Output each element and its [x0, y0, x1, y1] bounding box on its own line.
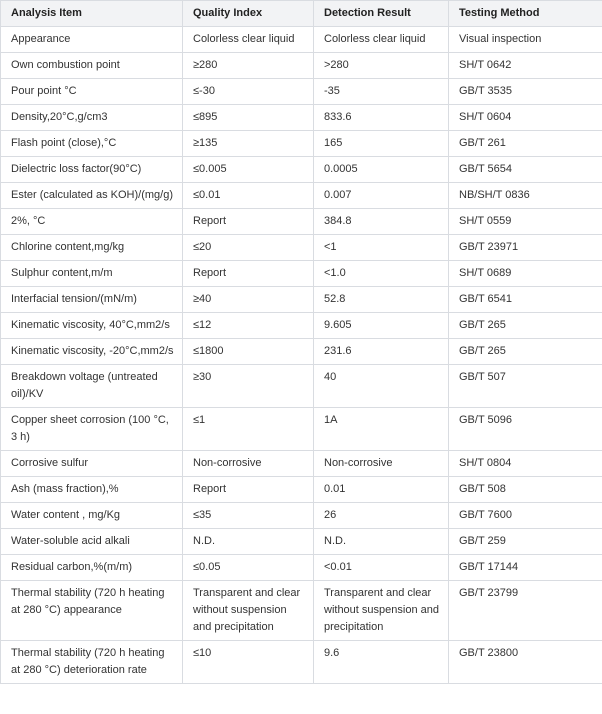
- cell-detection-result: 165: [314, 131, 449, 157]
- cell-analysis-item: Ash (mass fraction),%: [1, 477, 183, 503]
- cell-detection-result: Non-corrosive: [314, 451, 449, 477]
- table-row: [1, 365, 602, 408]
- cell-quality-index: ≤1: [183, 408, 314, 451]
- cell-testing-method: SH/T 0559: [449, 209, 602, 235]
- table-row: [1, 555, 602, 581]
- cell-detection-result: Colorless clear liquid: [314, 27, 449, 53]
- cell-analysis-item: Water-soluble acid alkali: [1, 529, 183, 555]
- table-row: [1, 408, 602, 451]
- cell-quality-index: Transparent and clear without suspension and precipitation: [183, 581, 314, 641]
- cell-analysis-item: Flash point (close),°C: [1, 131, 183, 157]
- cell-quality-index: Non-corrosive: [183, 451, 314, 477]
- cell-quality-index: N.D.: [183, 529, 314, 555]
- cell-testing-method: Visual inspection: [449, 27, 602, 53]
- cell-detection-result: 833.6: [314, 105, 449, 131]
- cell-quality-index: Report: [183, 209, 314, 235]
- cell-quality-index: ≤10: [183, 641, 314, 684]
- cell-detection-result: >280: [314, 53, 449, 79]
- cell-detection-result: 9.6: [314, 641, 449, 684]
- table-row: [1, 79, 602, 105]
- cell-detection-result: -35: [314, 79, 449, 105]
- cell-testing-method: NB/SH/T 0836: [449, 183, 602, 209]
- cell-analysis-item: Sulphur content,m/m: [1, 261, 183, 287]
- cell-quality-index: ≥40: [183, 287, 314, 313]
- table-row: [1, 261, 602, 287]
- table-row: [1, 581, 602, 641]
- cell-analysis-item: Appearance: [1, 27, 183, 53]
- header-detection-result: Detection Result: [314, 1, 449, 27]
- cell-testing-method: GB/T 5654: [449, 157, 602, 183]
- cell-analysis-item: Corrosive sulfur: [1, 451, 183, 477]
- cell-quality-index: ≤1800: [183, 339, 314, 365]
- cell-detection-result: <0.01: [314, 555, 449, 581]
- cell-testing-method: SH/T 0804: [449, 451, 602, 477]
- table-row: [1, 53, 602, 79]
- cell-testing-method: GB/T 23800: [449, 641, 602, 684]
- cell-analysis-item: Copper sheet corrosion (100 °C, 3 h): [1, 408, 183, 451]
- cell-quality-index: ≤0.01: [183, 183, 314, 209]
- cell-detection-result: 1A: [314, 408, 449, 451]
- cell-quality-index: ≤895: [183, 105, 314, 131]
- table-row: [1, 339, 602, 365]
- cell-quality-index: ≥30: [183, 365, 314, 408]
- cell-detection-result: Transparent and clear without suspension and precipitation: [314, 581, 449, 641]
- cell-detection-result: 231.6: [314, 339, 449, 365]
- cell-testing-method: GB/T 23971: [449, 235, 602, 261]
- cell-testing-method: SH/T 0689: [449, 261, 602, 287]
- table-row: [1, 287, 602, 313]
- cell-detection-result: 9.605: [314, 313, 449, 339]
- table-row: [1, 131, 602, 157]
- cell-analysis-item: Dielectric loss factor(90°C): [1, 157, 183, 183]
- cell-analysis-item: Water content , mg/Kg: [1, 503, 183, 529]
- cell-testing-method: GB/T 259: [449, 529, 602, 555]
- cell-testing-method: GB/T 261: [449, 131, 602, 157]
- cell-analysis-item: Breakdown voltage (untreated oil)/KV: [1, 365, 183, 408]
- table-row: [1, 477, 602, 503]
- cell-quality-index: Report: [183, 477, 314, 503]
- cell-testing-method: GB/T 508: [449, 477, 602, 503]
- cell-detection-result: 0.0005: [314, 157, 449, 183]
- table-row: [1, 157, 602, 183]
- table-row: [1, 105, 602, 131]
- cell-testing-method: GB/T 5096: [449, 408, 602, 451]
- cell-detection-result: 384.8: [314, 209, 449, 235]
- cell-quality-index: ≤35: [183, 503, 314, 529]
- table-row: [1, 313, 602, 339]
- cell-analysis-item: Pour point °C: [1, 79, 183, 105]
- cell-detection-result: 26: [314, 503, 449, 529]
- cell-analysis-item: Kinematic viscosity, -20°C,mm2/s: [1, 339, 183, 365]
- cell-testing-method: GB/T 6541: [449, 287, 602, 313]
- cell-quality-index: Report: [183, 261, 314, 287]
- cell-analysis-item: 2%, °C: [1, 209, 183, 235]
- cell-testing-method: GB/T 17144: [449, 555, 602, 581]
- cell-detection-result: <1.0: [314, 261, 449, 287]
- cell-testing-method: SH/T 0642: [449, 53, 602, 79]
- cell-analysis-item: Kinematic viscosity, 40°C,mm2/s: [1, 313, 183, 339]
- cell-detection-result: 0.01: [314, 477, 449, 503]
- cell-analysis-item: Chlorine content,mg/kg: [1, 235, 183, 261]
- header-quality-index: Quality Index: [183, 1, 314, 27]
- table-row: [1, 209, 602, 235]
- cell-analysis-item: Interfacial tension/(mN/m): [1, 287, 183, 313]
- table-row: [1, 529, 602, 555]
- cell-analysis-item: Own combustion point: [1, 53, 183, 79]
- table-row: [1, 641, 602, 684]
- cell-analysis-item: Thermal stability (720 h heating at 280 °C) deterioration rate: [1, 641, 183, 684]
- cell-quality-index: ≤20: [183, 235, 314, 261]
- cell-testing-method: GB/T 3535: [449, 79, 602, 105]
- cell-quality-index: ≤0.005: [183, 157, 314, 183]
- table-row: [1, 235, 602, 261]
- cell-quality-index: ≤12: [183, 313, 314, 339]
- cell-quality-index: ≥135: [183, 131, 314, 157]
- header-analysis-item: Analysis Item: [1, 1, 183, 27]
- cell-analysis-item: Density,20°C,g/cm3: [1, 105, 183, 131]
- cell-quality-index: ≤0.05: [183, 555, 314, 581]
- table-header-row: [1, 1, 602, 27]
- table-row: [1, 451, 602, 477]
- cell-testing-method: GB/T 265: [449, 313, 602, 339]
- cell-quality-index: ≥280: [183, 53, 314, 79]
- cell-detection-result: N.D.: [314, 529, 449, 555]
- cell-detection-result: 52.8: [314, 287, 449, 313]
- cell-analysis-item: Residual carbon,%(m/m): [1, 555, 183, 581]
- cell-testing-method: GB/T 23799: [449, 581, 602, 641]
- cell-testing-method: GB/T 265: [449, 339, 602, 365]
- header-testing-method: Testing Method: [449, 1, 602, 27]
- cell-testing-method: GB/T 7600: [449, 503, 602, 529]
- table-row: [1, 27, 602, 53]
- cell-detection-result: <1: [314, 235, 449, 261]
- table-row: [1, 183, 602, 209]
- cell-quality-index: ≤-30: [183, 79, 314, 105]
- cell-testing-method: SH/T 0604: [449, 105, 602, 131]
- cell-testing-method: GB/T 507: [449, 365, 602, 408]
- cell-quality-index: Colorless clear liquid: [183, 27, 314, 53]
- cell-analysis-item: Thermal stability (720 h heating at 280 °C) appearance: [1, 581, 183, 641]
- table-row: [1, 503, 602, 529]
- cell-analysis-item: Ester (calculated as KOH)/(mg/g): [1, 183, 183, 209]
- cell-detection-result: 40: [314, 365, 449, 408]
- cell-detection-result: 0.007: [314, 183, 449, 209]
